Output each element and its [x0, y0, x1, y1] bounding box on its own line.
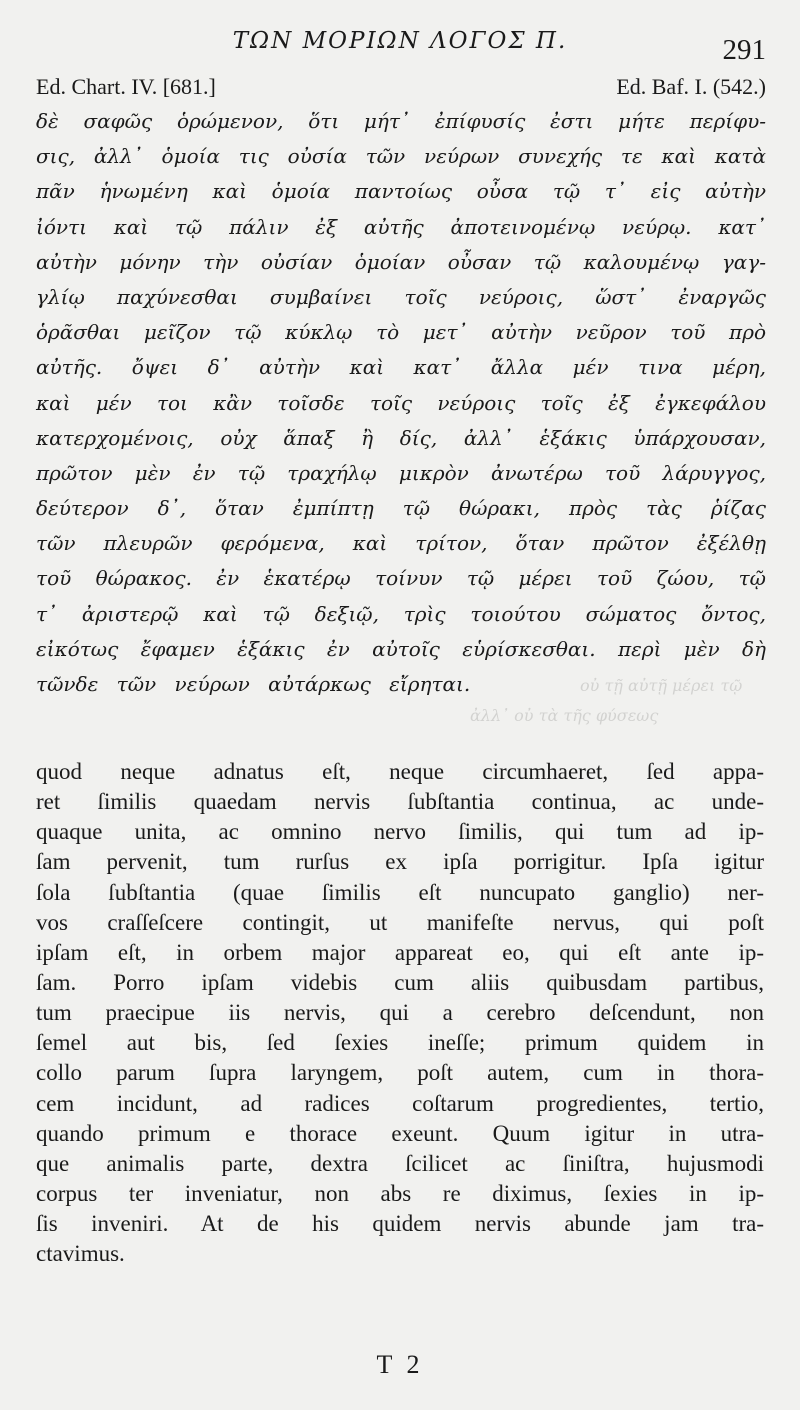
latin-line: ſis inveniri. At de his quidem nervis abunde jam tra- [36, 1211, 764, 1237]
latin-line: corpus ter inveniatur, non abs re diximus, ſexies in ip- [36, 1180, 764, 1206]
greek-line: κατερχομένοις, οὐχ ἅπαξ ἢ δίς, ἀλλ᾽ ἑξάκις ὑπάρχουσαν, [36, 425, 766, 450]
latin-line: ret ſimilis quaedam nervis ſubſtantia continua, ac unde- [36, 789, 764, 815]
show-through-bleed: οὐ τῇ αὐτῇ μέρει τῷ [580, 676, 743, 695]
signature-mark: T 2 [376, 1350, 424, 1379]
latin-text-block [36, 757, 764, 1269]
latin-line: ſola ſubſtantia (quae ſimilis eſt nuncupato ganglio) ner- [36, 879, 764, 905]
greek-line: δὲ σαφῶς ὁρώμενον, ὅτι μήτ᾽ ἐπίφυσίς ἐστι μήτε περίφυ- [36, 109, 766, 133]
greek-line: πᾶν ἡνωμένη καὶ ὁμοία παντοίως οὖσα τῷ τ᾽ εἰς αὐτὴν [36, 179, 766, 204]
latin-line: quaque unita, ac omnino nervo ſimilis, qui tum ad ip- [36, 819, 764, 845]
latin-line: vos craſſeſcere contingit, ut manifeſte nervus, qui poſt [36, 909, 764, 935]
greek-line: αὐτῆς. ὄψει δ᾽ αὐτὴν καὶ κατ᾽ ἄλλα μέν τινα μέρη, [36, 355, 766, 380]
latin-line: ſam. Porro ipſam videbis cum aliis quibusdam partibus, [36, 969, 764, 995]
greek-line: τῶνδε τῶν νεύρων αὐτάρκως εἴρηται. [36, 672, 471, 696]
latin-line: ſam pervenit, tum rurſus ex ipſa porrigitur. Ipſa igitur [36, 849, 764, 875]
greek-line: ὁρᾶσθαι μεῖζον τῷ κύκλῳ τὸ μετ᾽ αὐτὴν νεῦρον τοῦ πρὸ [36, 320, 766, 345]
show-through-bleed: ἀλλ᾽ οὐ τὰ τῆς φύσεως [470, 706, 659, 725]
greek-line: τῶν πλευρῶν φερόμενα, καὶ τρίτον, ὅταν πρῶτον ἐξέλθῃ [36, 531, 766, 556]
latin-line: tum praecipue iis nervis, qui a cerebro deſcendunt, non [36, 1000, 764, 1026]
latin-line: ſemel aut bis, ſed ſexies ineſſe; primum quidem in [36, 1030, 764, 1056]
greek-line: πρῶτον μὲν ἐν τῷ τραχήλῳ μικρὸν ἀνωτέρω τοῦ λάρυγγος, [36, 460, 766, 485]
greek-line: σις, ἀλλ᾽ ὁμοία τις οὐσία τῶν νεύρων συνεχής τε καὶ κατὰ [36, 144, 766, 169]
greek-line: εἰκότως ἔφαμεν ἑξάκις ἐν αὐτοῖς εὑρίσκεσθαι. περὶ μὲν δὴ [36, 636, 766, 661]
latin-line: que animalis parte, dextra ſcilicet ac ſiniſtra, hujusmodi [36, 1150, 764, 1176]
greek-line: ἰόντι καὶ τῷ πάλιν ἐξ αὐτῆς ἀποτεινομένῳ νεύρῳ. κατ᾽ [36, 214, 766, 239]
page-number: 291 [722, 34, 766, 66]
latin-line: ipſam eſt, in orbem major appareat eo, qui eſt ante ip- [36, 939, 764, 965]
latin-line: ctavimus. [36, 1241, 125, 1267]
latin-line: cem incidunt, ad radices coſtarum progredientes, tertio, [36, 1090, 764, 1116]
greek-line: αὐτὴν μόνην τὴν οὐσίαν ὁμοίαν οὖσαν τῷ καλουμένῳ γαγ- [36, 249, 766, 274]
latin-line: collo parum ſupra laryngem, poſt autem, cum in thora- [36, 1060, 764, 1086]
greek-line: τοῦ θώρακος. ἐν ἑκατέρῳ τοίνυν τῷ μέρει τοῦ ζώου, τῷ [36, 566, 766, 591]
greek-line: δεύτερον δ᾽, ὅταν ἐμπίπτῃ τῷ θώρακι, πρὸς τὰς ῥίζας [36, 496, 766, 521]
latin-line: quod neque adnatus eſt, neque circumhaeret, ſed appa- [36, 759, 764, 784]
greek-line: γλίῳ παχύνεσθαι συμβαίνει τοῖς νεύροις, ὥστ᾽ ἐναργῶς [36, 284, 766, 309]
greek-line: καὶ μέν τοι κἂν τοῖσδε τοῖς νεύροις τοῖς ἐξ ἐγκεφάλου [36, 390, 766, 415]
running-title: ΤΩΝ ΜΟΡΙΩΝ ΛΟΓΟΣ Π. [232, 28, 568, 54]
edition-reference-chartier: Ed. Chart. IV. [681.] [36, 74, 216, 99]
greek-line: τ᾽ ἀριστερῷ καὶ τῷ δεξιῷ, τρὶς τοιούτου σώματος ὄντος, [36, 601, 766, 626]
greek-text-block [36, 104, 766, 702]
edition-reference-basel: Ed. Baf. I. (542.) [616, 74, 766, 99]
latin-line: quando primum e thorace exeunt. Quum igitur in utra- [36, 1120, 764, 1146]
